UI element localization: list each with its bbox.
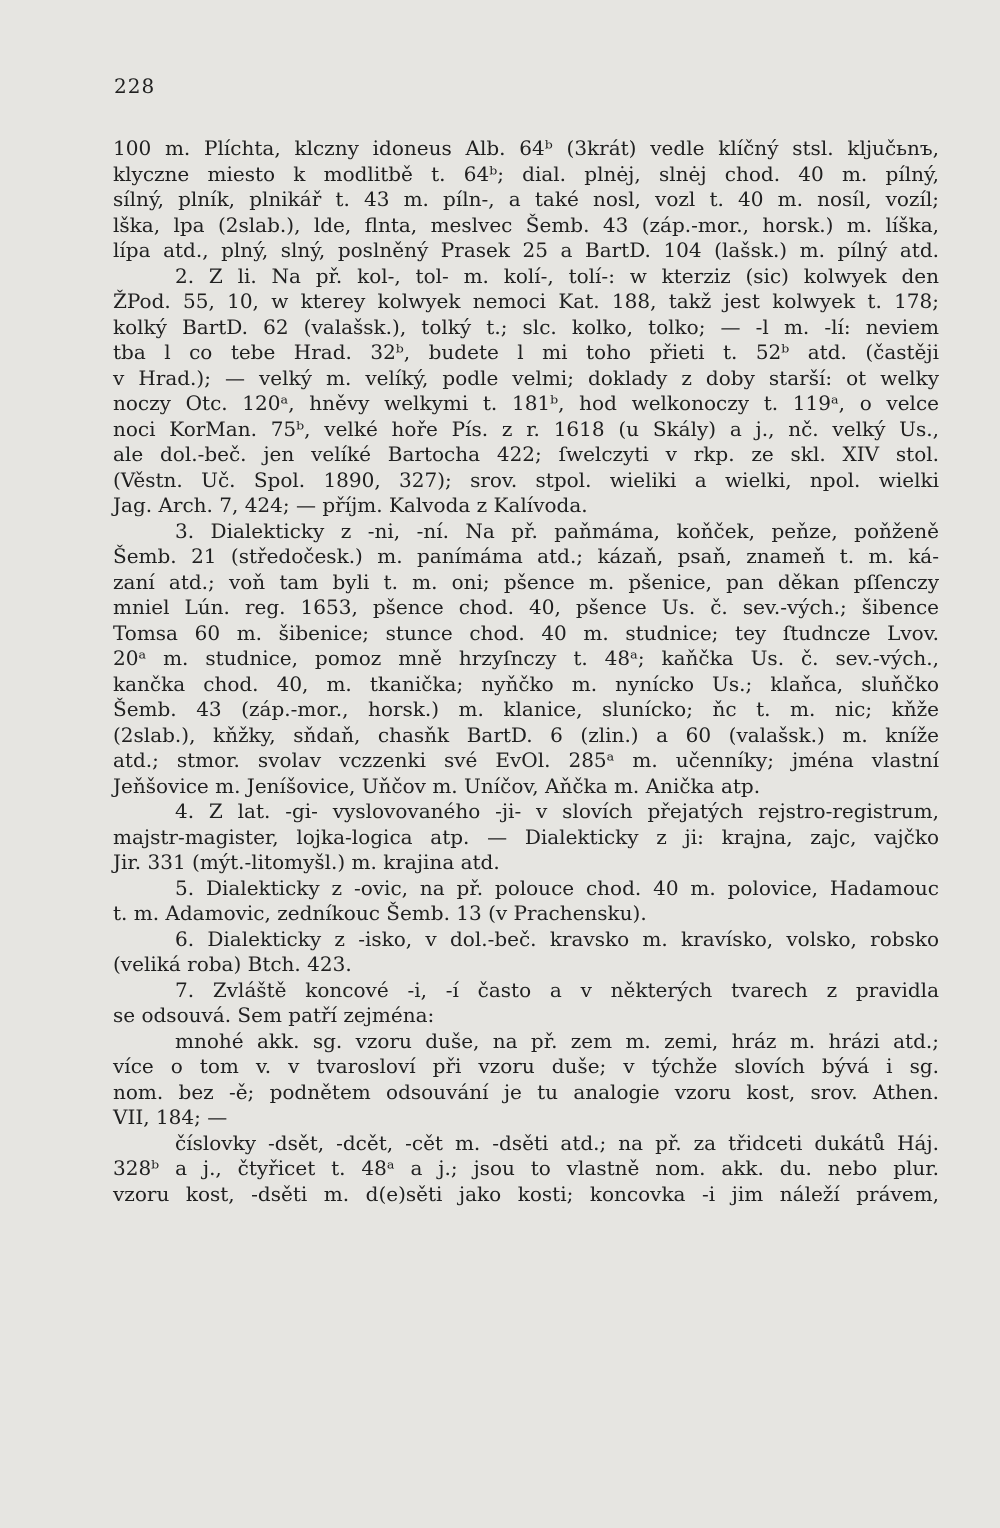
text-line: Šemb. 21 (středočesk.) m. panímáma atd.; kázaň, psaň, znameň t. m. ká-: [113, 544, 939, 568]
text-line: zaní atd.; voň tam byli t. m. oni; pšence m. pšenice, pan děkan pſſenczy: [113, 569, 939, 594]
text-line: majstr-magister, lojka-logica atp. — Dialekticky z ji: krajna, zajc, vajčko: [113, 824, 939, 849]
text-line: 7. Zvláště koncové -i, -í často a v některých tvarech z pravidla: [175, 977, 939, 1002]
text-line: noci KorMan. 75ᵇ, velké hoře Pís. z r. 1618 (u Skály) a j., nč. velký Us.,: [113, 416, 939, 441]
text-line: 6. Dialekticky z -isko, v dol.-beč. kravsko m. kravísko, volsko, robsko: [175, 926, 939, 951]
text-line: (veliká roba) Btch. 423.: [113, 952, 352, 976]
text-line: více o tom v. v tvarosloví při vzoru duše; v týchže slovích bývá i sg.: [113, 1054, 939, 1078]
text-line: 100 m. Plíchta, klczny idoneus Alb. 64ᵇ (3krát) vedle klíčný stsl. ključьnъ,: [113, 136, 939, 160]
text-line: Jag. Arch. 7, 424; — příjm. Kalvoda z Kalívoda.: [113, 493, 588, 517]
text-line: v Hrad.); — velký m. velíký, podle velmi; doklady z doby starší: ot welky: [113, 365, 939, 390]
text-line: 5. Dialekticky z -ovic, na př. polouce chod. 40 m. polovice, Hadamouc: [175, 875, 939, 900]
text-line: číslovky -dsět, -dcět, -cět m. -dsěti atd.; na př. za třidceti dukátů Háj.: [175, 1130, 939, 1155]
text-line: tba l co tebe Hrad. 32ᵇ, budete l mi toho přieti t. 52ᵇ atd. (častěji: [113, 340, 939, 364]
text-line: (Věstn. Uč. Spol. 1890, 327); srov. stpol. wieliki a wielki, npol. wielki: [113, 467, 939, 492]
text-line: kolký BartD. 62 (valašsk.), tolký t.; slc. kolko, tolko; — -l m. -lí: neviem: [113, 314, 939, 339]
text-line: se odsouvá. Sem patří zejména:: [113, 1003, 435, 1027]
text-line: noczy Otc. 120ᵃ, hněvy welkymi t. 181ᵇ, hod welkonoczy t. 119ᵃ, o velce: [113, 391, 939, 415]
text-line: 20ᵃ m. studnice, pomoz mně hrzyſnczy t. 48ᵃ; kaňčka Us. č. sev.-vých.,: [113, 646, 939, 670]
text-line: 3. Dialekticky z -ni, -ní. Na př. paňmáma, koňček, peňze, poňženě: [175, 518, 939, 543]
text-line: (2slab.), kňžky, sňdaň, chasňk BartD. 6 (zlin.) a 60 (valašsk.) m. kníže: [113, 722, 939, 747]
text-line: kančka chod. 40, m. tkanička; nyňčko m. nynícko Us.; klaňca, sluňčko: [113, 671, 939, 696]
text-line: VII, 184; —: [113, 1105, 228, 1129]
text-line: 2. Z li. Na př. kol-, tol- m. kolí-, tolí-: w kterziz (sic) kolwyek den: [175, 263, 939, 288]
text-line: sílný, plník, plnikář t. 43 m. píln-, a také nosl, vozl t. 40 m. nosíl, vozíl;: [113, 187, 939, 211]
text-line: mniel Lún. reg. 1653, pšence chod. 40, pšence Us. č. sev.-vých.; šibence: [113, 595, 939, 619]
text-line: Tomsa 60 m. šibenice; stunce chod. 40 m. studnice; tey ſtudncze Lvov.: [113, 620, 939, 645]
text-line: 328ᵇ a j., čtyřicet t. 48ᵃ a j.; jsou to vlastně nom. akk. du. nebo plur.: [113, 1156, 939, 1180]
text-line: lípa atd., plný, slný, poslněný Prasek 25 a BartD. 104 (lašsk.) m. pílný atd.: [113, 238, 939, 262]
text-line: ŽPod. 55, 10, w kterey kolwyek nemoci Kat. 188, takž jest kolwyek t. 178;: [113, 289, 939, 313]
text-line: nom. bez -ě; podnětem odsouvání je tu analogie vzoru kost, srov. Athen.: [113, 1079, 939, 1104]
text-line: t. m. Adamovic, zedníkouc Šemb. 13 (v Prachensku).: [113, 901, 647, 925]
page-number: 228: [114, 74, 156, 98]
text-line: vzoru kost, -dsěti m. d(e)sěti jako kosti; koncovka -i jim náleží právem,: [113, 1181, 939, 1206]
text-line: ale dol.-beč. jen velíké Bartocha 422; ſwelczyti v rkp. ze skl. XIV stol.: [113, 442, 939, 466]
text-line: Šemb. 43 (záp.-mor., horsk.) m. klanice, slunícko; ňc t. m. nic; kňže: [113, 697, 939, 721]
text-line: Jir. 331 (mýt.-litomyšl.) m. krajina atd.: [113, 850, 500, 874]
text-line: klyczne miesto k modlitbě t. 64ᵇ; dial. plnėj, slnėj chod. 40 m. pílný,: [113, 161, 939, 186]
text-line: mnohé akk. sg. vzoru duše, na př. zem m. zemi, hráz m. hrázi atd.;: [175, 1028, 939, 1053]
body-text: [113, 136, 939, 1207]
text-line: 4. Z lat. -gi- vyslovovaného -ji- v slovích přejatých rejstro-registrum,: [175, 799, 939, 823]
text-line: Jeňšovice m. Jeníšovice, Uňčov m. Uníčov, Aňčka m. Anička atp.: [113, 773, 761, 798]
text-line: lška, lpa (2slab.), lde, flnta, meslvec Šemb. 43 (záp.-mor., horsk.) m. líška,: [113, 212, 939, 237]
text-line: atd.; stmor. svolav vczzenki své EvOl. 285ᵃ m. učenníky; jména vlastní: [113, 748, 939, 772]
